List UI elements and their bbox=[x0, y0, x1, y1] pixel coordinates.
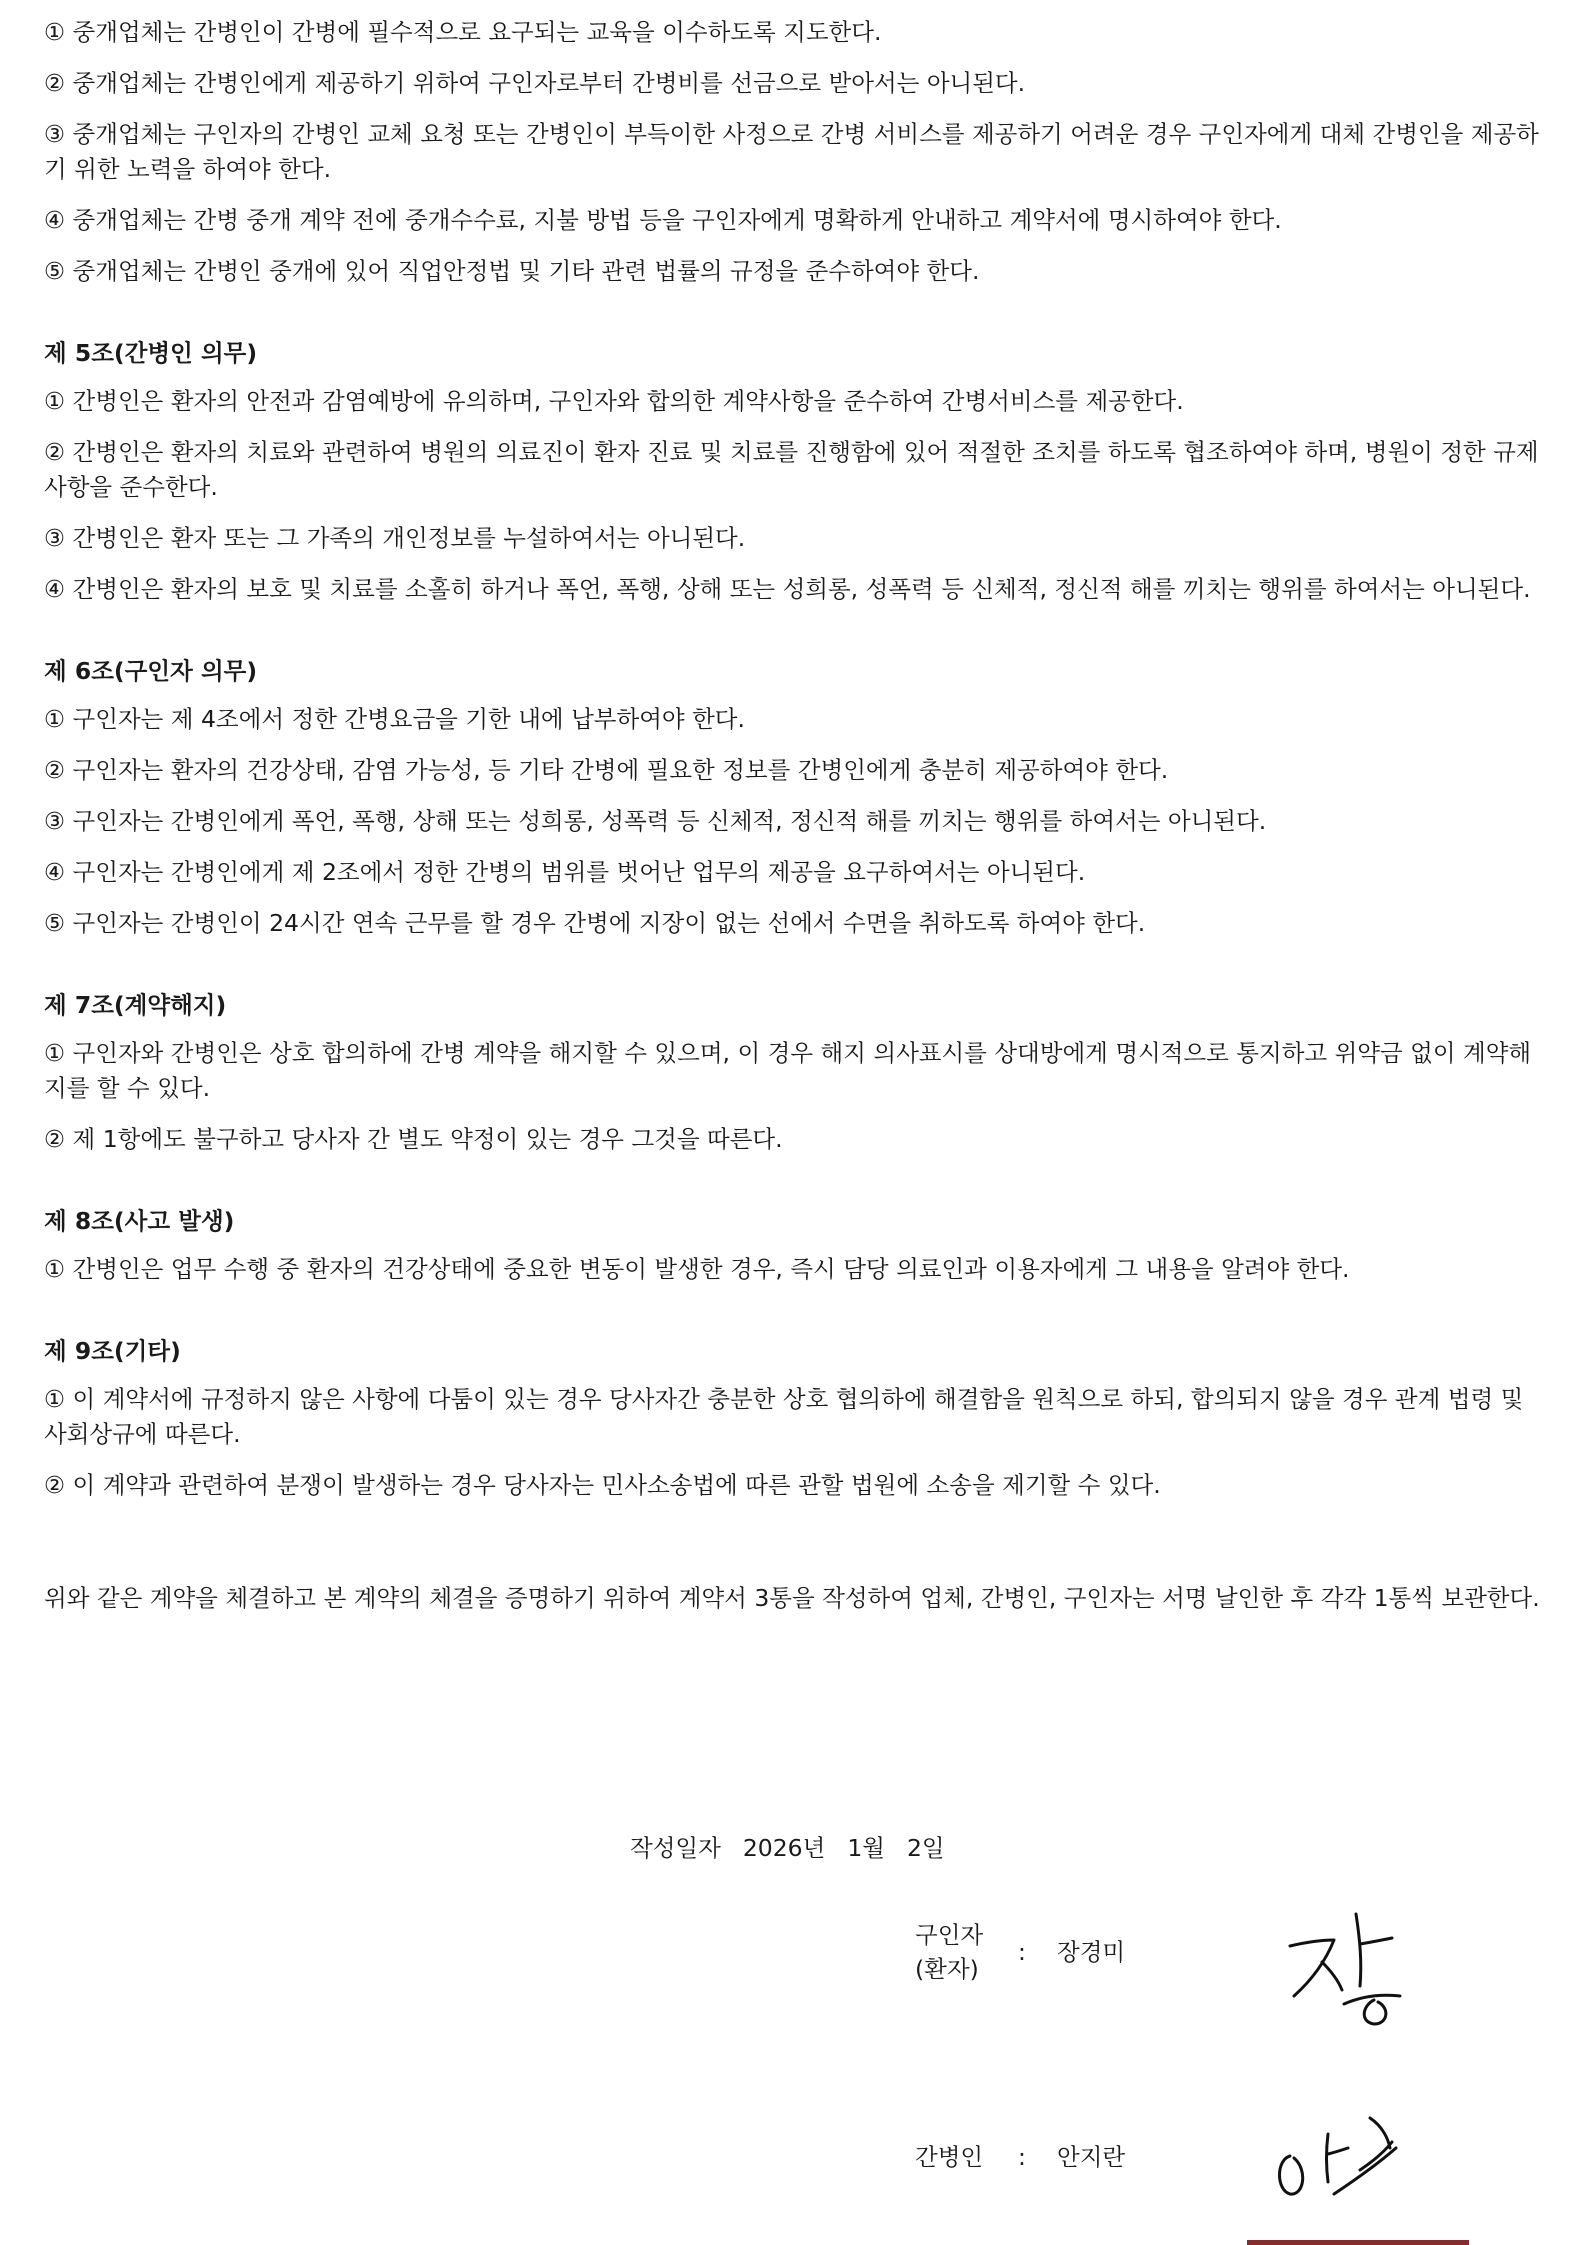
client-name: 장경미 bbox=[1057, 1938, 1126, 1966]
client-label: 구인자 (환자) bbox=[915, 1921, 984, 1983]
clause-item: ④ 간병인은 환자의 보호 및 치료를 소홀히 하거나 폭언, 폭행, 상해 또는 성희롱, 성폭력 등 신체적, 정신적 해를 끼치는 행위를 하여서는 아니된다. bbox=[44, 575, 1531, 603]
clause-item: ① 간병인은 환자의 안전과 감염예방에 유의하며, 구인자와 합의한 계약사항을 준수하여 간병서비스를 제공한다. bbox=[44, 387, 1184, 415]
stamp-edge bbox=[1247, 2240, 1469, 2245]
client-signature bbox=[1282, 1900, 1412, 2030]
date-day: 2일 bbox=[906, 1834, 945, 1862]
article-heading: 제 6조(구인자 의무) bbox=[44, 657, 258, 685]
clause-item: ① 간병인은 업무 수행 중 환자의 건강상태에 중요한 변동이 발생한 경우, 즉시 담당 의료인과 이용자에게 그 내용을 알려야 한다. bbox=[44, 1255, 1350, 1283]
clause-item: ⑤ 중개업체는 간병인 중개에 있어 직업안정법 및 기타 관련 법률의 규정을 준수하여야 한다. bbox=[44, 257, 980, 285]
closing-statement: 위와 같은 계약을 체결하고 본 계약의 체결을 증명하기 위하여 계약서 3통을 작성하여 업체, 간병인, 구인자는 서명 날인한 후 각각 1통씩 보관한다. bbox=[44, 1584, 1540, 1612]
contract-document bbox=[44, 0, 1544, 1616]
article-7 bbox=[44, 988, 1544, 1157]
article-8 bbox=[44, 1204, 1544, 1287]
article-9 bbox=[44, 1334, 1544, 1503]
article-4-continuation bbox=[44, 15, 1544, 289]
caregiver-signature bbox=[1268, 2098, 1428, 2218]
clause-item: ③ 중개업체는 구인자의 간병인 교체 요청 또는 간병인이 부득이한 사정으로 간병 서비스를 제공하기 어려운 경우 구인자에게 대체 간병인을 제공하기 위한 노력을 하여야 한다. bbox=[44, 120, 1539, 183]
clause-item: ② 간병인은 환자의 치료와 관련하여 병원의 의료진이 환자 진료 및 치료를 진행함에 있어 적절한 조치를 하도록 협조하여야 하며, 병원이 정한 규제사항을 준수한다. bbox=[44, 438, 1539, 501]
clause-item: ① 중개업체는 간병인이 간병에 필수적으로 요구되는 교육을 이수하도록 지도한다. bbox=[44, 18, 882, 46]
clause-item: ④ 구인자는 간병인에게 제 2조에서 정한 간병의 범위를 벗어난 업무의 제공을 요구하여서는 아니된다. bbox=[44, 858, 1086, 886]
clause-item: ⑤ 구인자는 간병인이 24시간 연속 근무를 할 경우 간병에 지장이 없는 선에서 수면을 취하도록 하여야 한다. bbox=[44, 909, 1146, 937]
clause-item: ② 제 1항에도 불구하고 당사자 간 별도 약정이 있는 경우 그것을 따른다. bbox=[44, 1125, 783, 1153]
colon: : bbox=[1018, 1938, 1026, 1966]
caregiver-label: 간병인 bbox=[915, 2143, 984, 2171]
clause-item: ③ 구인자는 간병인에게 폭언, 폭행, 상해 또는 성희롱, 성폭력 등 신체적, 정신적 해를 끼치는 행위를 하여서는 아니된다. bbox=[44, 807, 1267, 835]
article-heading: 제 8조(사고 발생) bbox=[44, 1207, 235, 1235]
article-heading: 제 5조(간병인 의무) bbox=[44, 339, 258, 367]
date-label: 작성일자 bbox=[630, 1834, 721, 1862]
caregiver-name: 안지란 bbox=[1057, 2143, 1126, 2171]
clause-item: ④ 중개업체는 간병 중개 계약 전에 중개수수료, 지불 방법 등을 구인자에게 명확하게 안내하고 계약서에 명시하여야 한다. bbox=[44, 206, 1282, 234]
clause-item: ① 구인자는 제 4조에서 정한 간병요금을 기한 내에 납부하여야 한다. bbox=[44, 705, 745, 733]
date-month: 1월 bbox=[847, 1834, 885, 1862]
clause-item: ③ 간병인은 환자 또는 그 가족의 개인정보를 누설하여서는 아니된다. bbox=[44, 524, 746, 552]
clause-item: ② 이 계약과 관련하여 분쟁이 발생하는 경우 당사자는 민사소송법에 따른 관할 법원에 소송을 제기할 수 있다. bbox=[44, 1471, 1161, 1499]
clause-item: ② 중개업체는 간병인에게 제공하기 위하여 구인자로부터 간병비를 선금으로 받아서는 아니된다. bbox=[44, 69, 1026, 97]
date-year: 2026년 bbox=[742, 1834, 826, 1862]
colon: : bbox=[1018, 2143, 1026, 2171]
clause-item: ② 구인자는 환자의 건강상태, 감염 가능성, 등 기타 간병에 필요한 정보를 간병인에게 충분히 제공하여야 한다. bbox=[44, 756, 1169, 784]
article-heading: 제 9조(기타) bbox=[44, 1337, 181, 1365]
article-6 bbox=[44, 654, 1544, 941]
clause-item: ① 구인자와 간병인은 상호 합의하에 간병 계약을 해지할 수 있으며, 이 경우 해지 의사표시를 상대방에게 명시적으로 통지하고 위약금 없이 계약해지를 할 수 있다. bbox=[44, 1039, 1532, 1102]
date-line bbox=[630, 1831, 967, 1865]
article-5 bbox=[44, 336, 1544, 607]
article-heading: 제 7조(계약해지) bbox=[44, 991, 227, 1019]
clause-item: ① 이 계약서에 규정하지 않은 사항에 다툼이 있는 경우 당사자간 충분한 상호 협의하에 해결함을 원칙으로 하되, 합의되지 않을 경우 관계 법령 및 사회상규에 따른다. bbox=[44, 1385, 1531, 1448]
